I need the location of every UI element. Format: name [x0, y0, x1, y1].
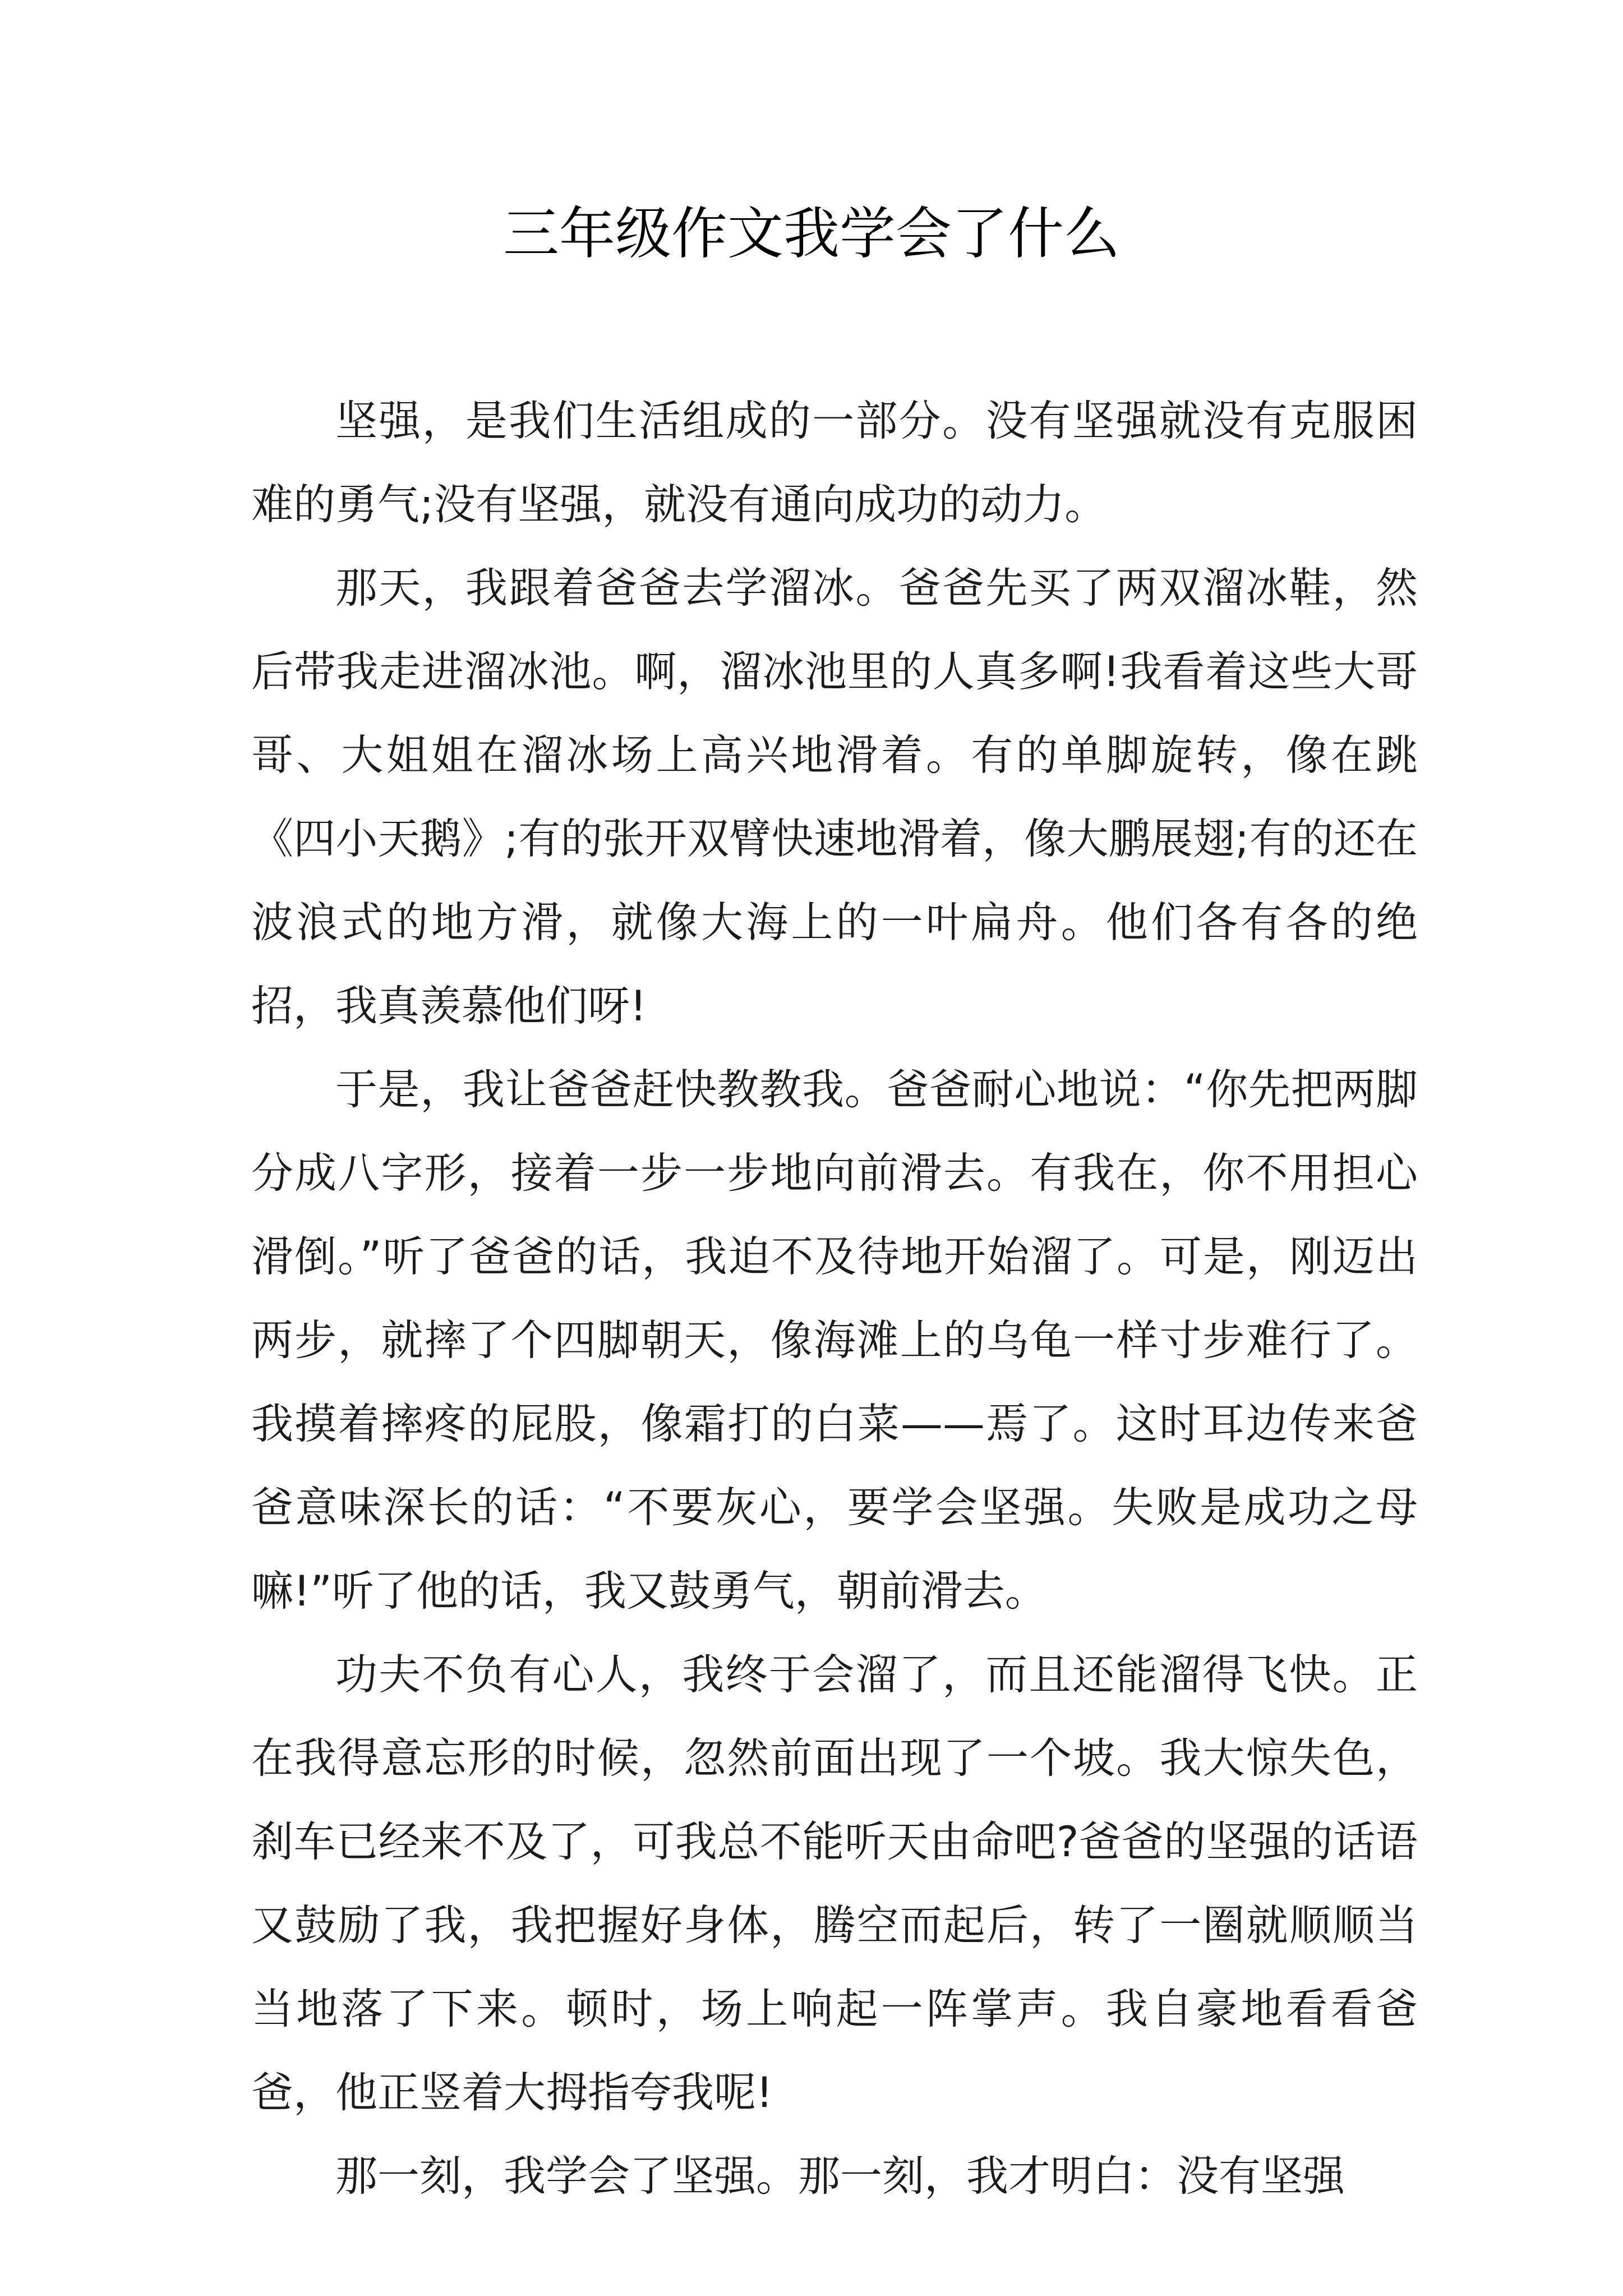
paragraph: 功夫不负有心人，我终于会溜了，而且还能溜得飞快。正在我得意忘形的时候，忽然前面出现了一个坡。我大惊失色，刹车已经来不及了，可我总不能听天由命吧?爸爸的坚强的话语又鼓励了我，我把握好身体，腾空而起后，转了一圈就顺顺当当地落了下来。顿时，场上响起一阵掌声。我自豪地看看爸爸，他正竖着大拇指夸我呢!	[251, 1650, 1418, 2117]
paragraph: 于是，我让爸爸赶快教教我。爸爸耐心地说：“你先把两脚分成八字形，接着一步一步地向前滑去。有我在，你不用担心滑倒。”听了爸爸的话，我迫不及待地开始溜了。可是，刚迈出两步，就摔了个四脚朝天，像海滩上的乌龟一样寸步难行了。我摸着摔疼的屁股，像霜打的白菜——焉了。这时耳边传来爸爸意味深长的话：“不要灰心，要学会坚强。失败是成功之母嘛!”听了他的话，我又鼓勇气，朝前滑去。	[251, 1065, 1418, 1616]
paragraph: 坚强，是我们生活组成的一部分。没有坚强就没有克服困难的勇气;没有坚强，就没有通向成功的动力。	[251, 396, 1418, 529]
document-title: 三年级作文我学会了什么	[503, 201, 1120, 266]
paragraph: 那天，我跟着爸爸去学溜冰。爸爸先买了两双溜冰鞋，然后带我走进溜冰池。啊，溜冰池里的人真多啊!我看着这些大哥哥、大姐姐在溜冰场上高兴地滑着。有的单脚旋转，像在跳《四小天鹅》;有的张开双臂快速地滑着，像大鹏展翅;有的还在波浪式的地方滑，就像大海上的一叶扁舟。他们各有各的绝招，我真羡慕他们呀!	[251, 563, 1418, 1030]
document-body	[251, 379, 1418, 2218]
paragraph: 那一刻，我学会了坚强。那一刻，我才明白：没有坚强	[335, 2151, 1345, 2201]
